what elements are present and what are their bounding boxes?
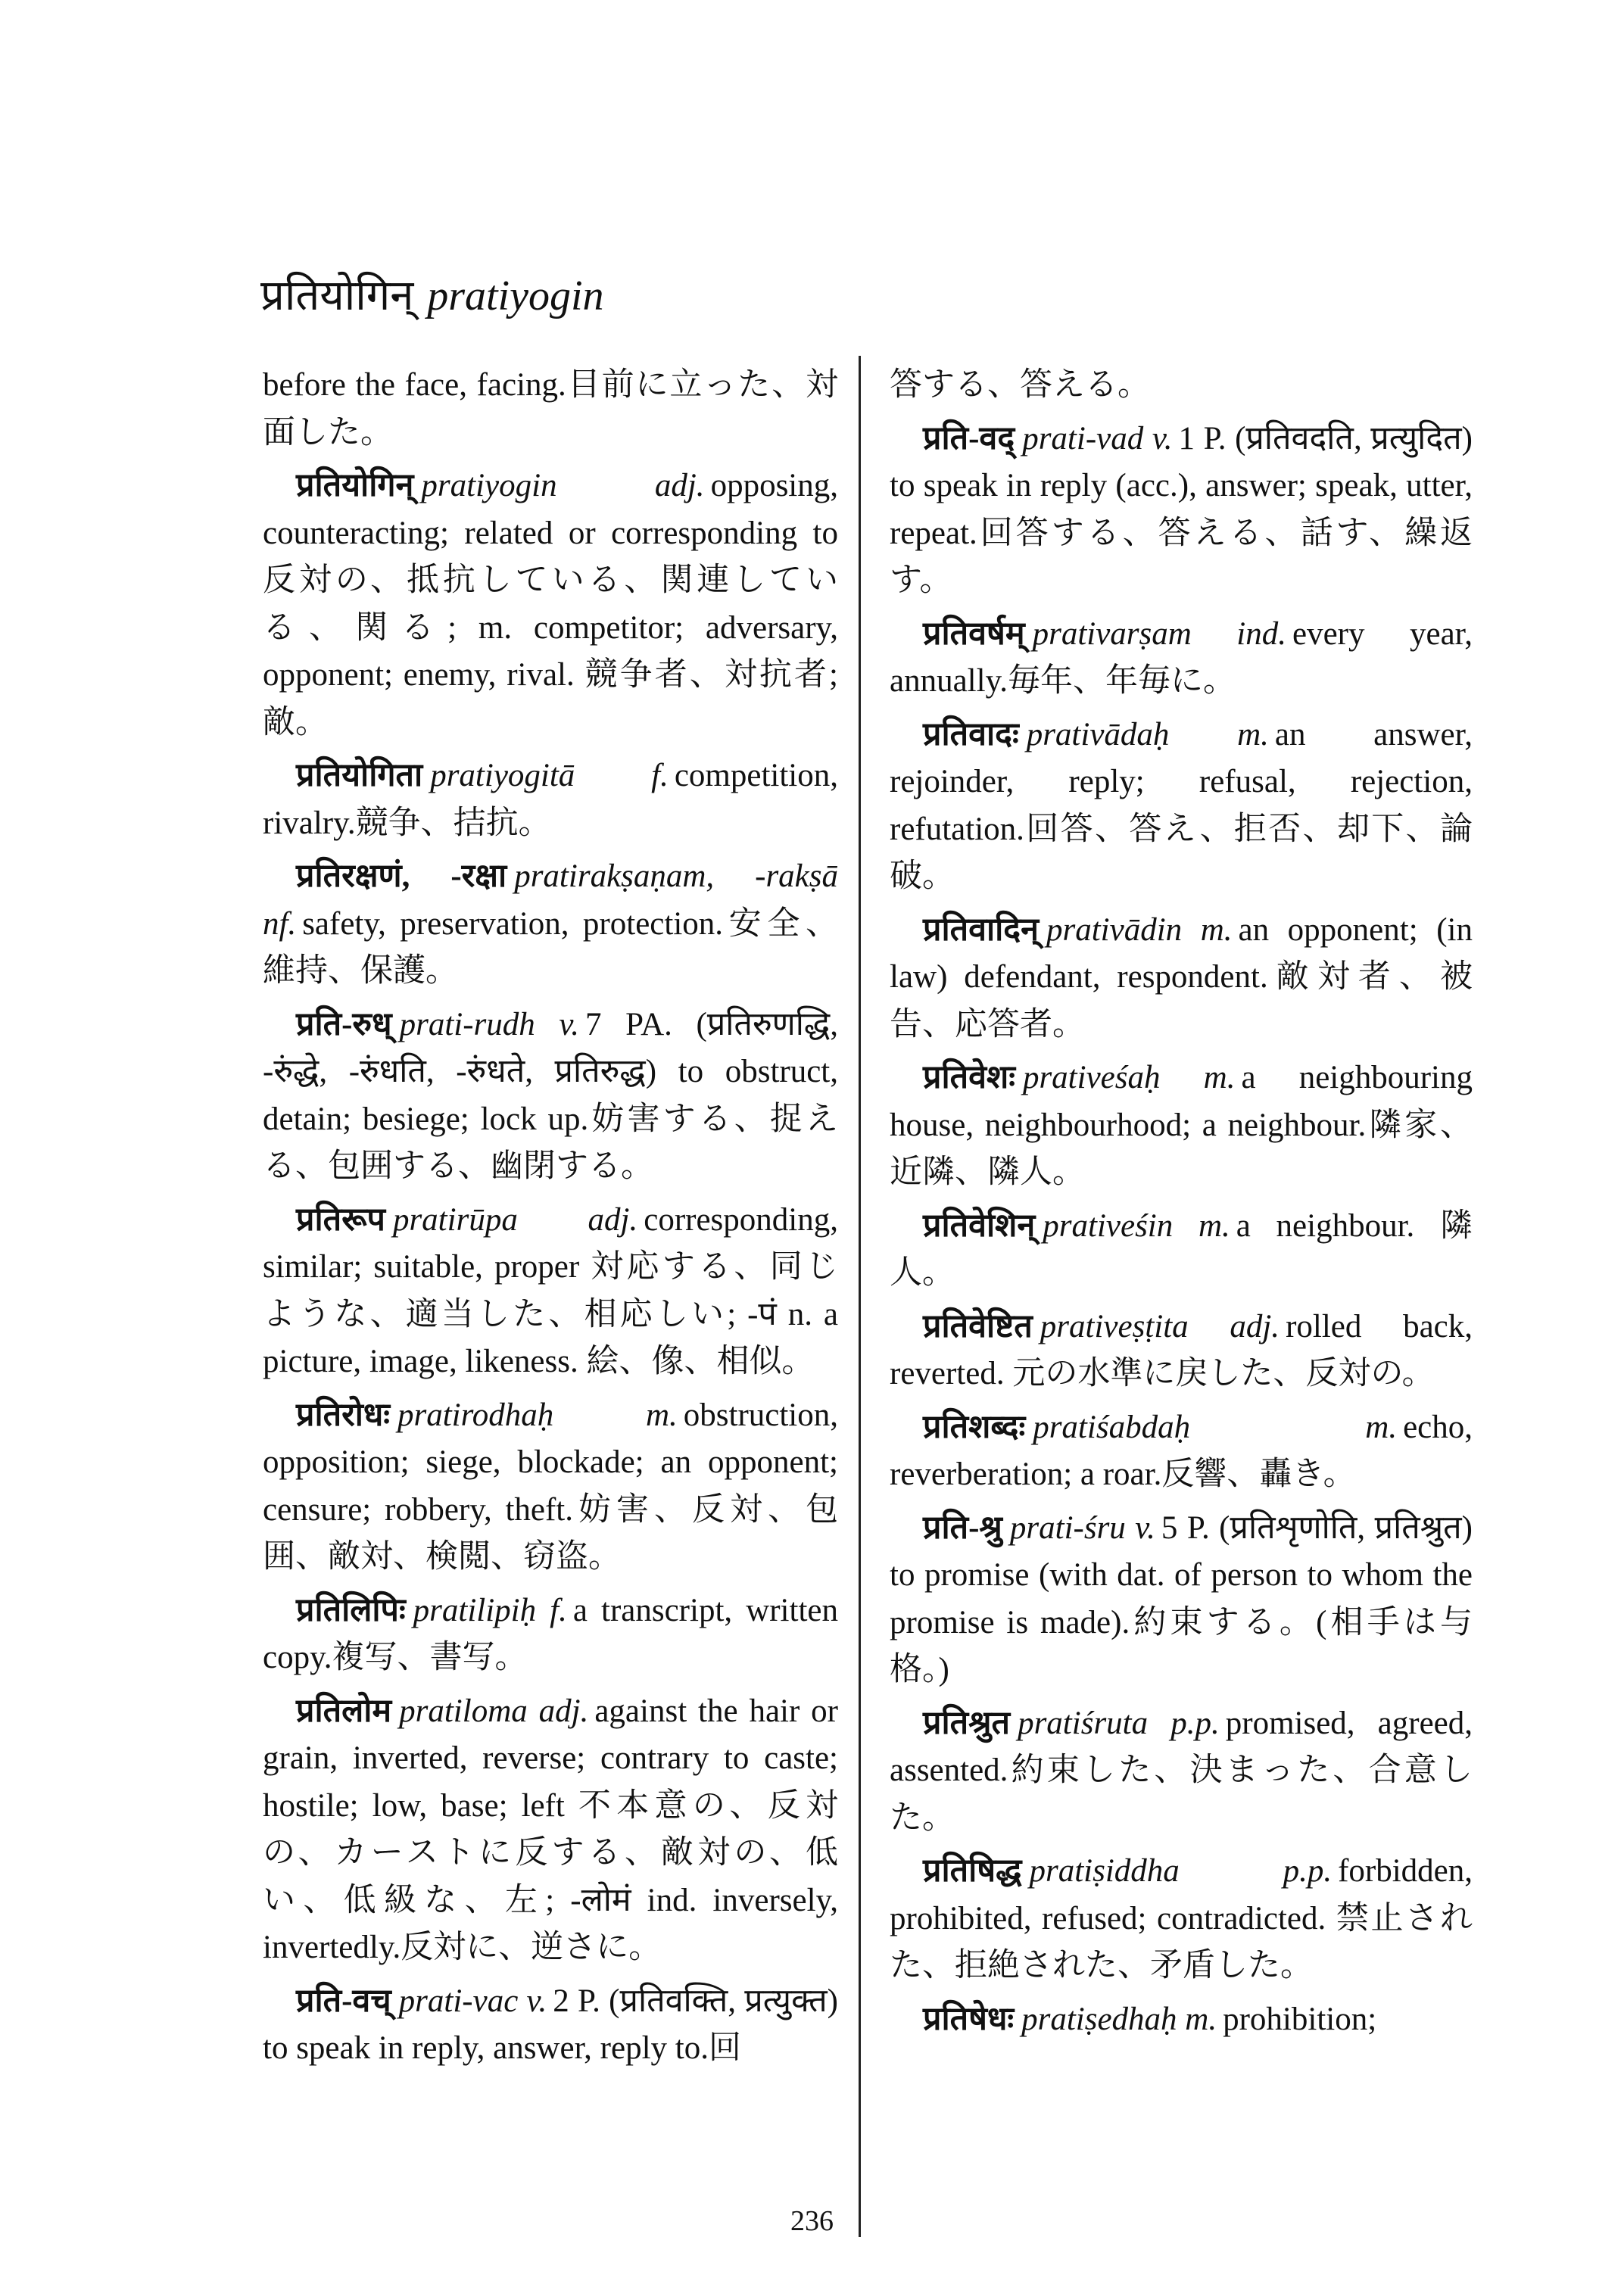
dictionary-entry: [263, 1197, 838, 1386]
entry-transliteration: prativādaḥ m.: [1026, 716, 1269, 752]
entry-transliteration: pratiṣiddha p.p.: [1029, 1853, 1333, 1889]
entry-transliteration: pratiloma adj.: [399, 1693, 589, 1729]
entry-definition: prohibition;: [1223, 2001, 1377, 2037]
dictionary-entry: [890, 1304, 1473, 1398]
entry-headword: प्रतिवादः: [923, 716, 1019, 752]
left-column: [263, 362, 838, 2079]
dictionary-entry: [890, 907, 1473, 1049]
entry-transliteration: pratirakṣaṇam, -rakṣā nf.: [263, 858, 839, 942]
entry-headword: प्रतिषेधः: [923, 2001, 1015, 2037]
dictionary-entry: [263, 1002, 838, 1191]
entry-definition: forbidden, prohibited, refused; contradicted. 禁止された、拒絶された、矛盾した。: [890, 1853, 1473, 1983]
dictionary-entry: [263, 1978, 838, 2073]
entry-definition: against the hair or grain, inverted, reverse; contrary to caste; hostile; low, base; left 不本意の、反対の、カーストに反する、敵対の、低い、低級な、左; -लोमं ind. inversely, invertedly.反対に、逆さに。: [263, 1693, 838, 1965]
entry-transliteration: pratiśabdaḥ m.: [1033, 1409, 1398, 1445]
entry-definition: 答する、答える。: [890, 367, 1150, 403]
entry-transliteration: pratiśruta p.p.: [1018, 1705, 1220, 1741]
entry-transliteration: pratiṣedhaḥ m.: [1021, 2001, 1217, 2037]
entry-transliteration: prati-rudh v.: [399, 1006, 580, 1042]
dictionary-entry: [890, 416, 1473, 605]
dictionary-entry: [890, 712, 1473, 901]
entry-definition: competition, rivalry.競争、拮抗。: [263, 758, 838, 841]
right-column: [890, 362, 1473, 2049]
entry-headword: प्रतिलोम: [296, 1693, 392, 1729]
running-head-roman: pratiyogin: [427, 273, 604, 319]
dictionary-entry: [263, 752, 838, 847]
running-head: [260, 269, 604, 322]
dictionary-entry: [263, 362, 838, 456]
entry-definition: every year, annually.毎年、年毎に。: [890, 615, 1473, 699]
page-number: 236: [790, 2205, 834, 2237]
entry-definition: before the face, facing.目前に立った、対面した。: [263, 367, 838, 450]
entry-definition: a neighbouring house, neighbourhood; a neighbour.隣家、近隣、隣人。: [890, 1060, 1473, 1190]
entry-transliteration: pratirūpa adj.: [392, 1201, 638, 1238]
entry-transliteration: pratirodhaḥ m.: [397, 1397, 678, 1433]
entry-headword: प्रति-श्रु: [923, 1509, 1002, 1546]
entry-headword: प्रतिश्रुत: [923, 1705, 1011, 1741]
entry-definition: promised, agreed, assented.約束した、決まった、合意した。: [890, 1705, 1473, 1836]
entry-transliteration: prativeśaḥ m.: [1022, 1060, 1236, 1095]
entry-definition: echo, reverberation; a roar.反響、轟き。: [890, 1409, 1473, 1492]
entry-headword: प्रतिशब्दः: [923, 1409, 1026, 1445]
entry-transliteration: pratiyogin adj.: [421, 468, 705, 503]
entry-transliteration: prativeśin m.: [1043, 1207, 1230, 1244]
entry-headword: प्रतिरूप: [296, 1201, 385, 1238]
dictionary-entry: [890, 1848, 1473, 1990]
dictionary-entry: [890, 1404, 1473, 1499]
entry-definition: a neighbour. 隣人。: [890, 1207, 1473, 1291]
entry-definition: corresponding, similar; suitable, proper 対応する、同じような、適当した、相応しい; -पं n. a picture, image, likeness. 絵、像、相似。: [263, 1201, 838, 1379]
entry-definition: obstruction, opposition; siege, blockade; an opponent; censure; robbery, theft.妨害、反対、包囲、敵対、検閲、窃盗。: [263, 1397, 838, 1575]
entry-definition: 1 P. (प्रतिवदति, प्रत्युदित) to speak in reply (acc.), answer; speak, utter, repeat.回答する、答える、話す、繰返す。: [890, 420, 1473, 598]
entry-headword: प्रतिरक्षणं, -रक्षा: [296, 858, 507, 894]
entry-headword: प्रतिलिपिः: [296, 1592, 406, 1628]
entry-headword: प्रतिवेशिन्: [923, 1207, 1036, 1244]
dictionary-entry: [263, 853, 838, 995]
dictionary-entry: [890, 1996, 1473, 2044]
entry-headword: प्रतिरोधः: [296, 1397, 390, 1433]
entry-definition: safety, preservation, protection.安全、維持、保護。: [263, 905, 838, 989]
entry-definition: an opponent; (in law) defendant, respondent.敵対者、被告、応答者。: [890, 911, 1473, 1042]
entry-headword: प्रतिवेष्टित: [923, 1308, 1033, 1344]
dictionary-entry: [263, 1688, 838, 1972]
dictionary-entry: [890, 1203, 1473, 1298]
dictionary-entry: [890, 611, 1473, 706]
entry-definition: opposing, counteracting; related or corresponding to反対の、抵抗している、関連している、関る; m. competitor; adversary, opponent; enemy, rival. 競争者、対抗者; 敵。: [263, 468, 838, 740]
entry-headword: प्रतिषिद्ध: [923, 1853, 1022, 1889]
entry-definition: 2 P. (प्रतिवक्ति, प्रत्युक्त) to speak in reply, answer, reply to.回: [263, 1983, 838, 2066]
entry-definition: rolled back, reverted. 元の水準に戻した、反対の。: [890, 1308, 1473, 1391]
column-divider: [859, 356, 861, 2237]
dictionary-entry: [263, 1392, 838, 1581]
entry-transliteration: prati-vad v.: [1022, 420, 1173, 456]
dictionary-entry: [890, 362, 1473, 410]
dictionary-entry: [890, 1055, 1473, 1197]
running-head-devanagari: प्रतियोगिन्: [260, 271, 414, 320]
entry-transliteration: prativādin m.: [1046, 911, 1233, 948]
entry-headword: प्रति-वच्: [296, 1983, 391, 2019]
entry-headword: प्रतिवेशः: [923, 1060, 1015, 1095]
entry-transliteration: prati-vac v.: [398, 1983, 547, 2019]
entry-definition: 5 P. (प्रतिशृणोति, प्रतिश्रुत) to promise (with dat. of person to whom the promise is made).約束する。(相手は与格。): [890, 1509, 1473, 1687]
entry-definition: an answer, rejoinder, reply; refusal, rejection, refutation.回答、答え、拒否、却下、論破。: [890, 716, 1473, 894]
entry-headword: प्रतिवादिन्: [923, 911, 1039, 948]
dictionary-entry: [890, 1505, 1473, 1694]
entry-headword: प्रतियोगिता: [296, 758, 423, 793]
dictionary-entry: [890, 1700, 1473, 1843]
entry-transliteration: prativeṣṭita adj.: [1040, 1308, 1280, 1344]
entry-transliteration: prativarṣam ind.: [1032, 615, 1287, 652]
entry-headword: प्रति-रुध्: [296, 1006, 392, 1042]
entry-headword: प्रतियोगिन्: [296, 468, 414, 503]
entry-headword: प्रति-वद्: [923, 420, 1015, 456]
entry-definition: 7 PA. (प्रतिरुणद्धि, -रुंद्धे, -रुंधति, -रुंधते, प्रतिरुद्ध) to obstruct, detain; besiege; lock up.妨害する、捉える、包囲する、幽閉する。: [263, 1006, 838, 1184]
entry-definition: a transcript, written copy.複写、書写。: [263, 1592, 838, 1675]
entry-transliteration: pratiyogitā f.: [430, 758, 669, 793]
dictionary-entry: [263, 1587, 838, 1682]
entry-transliteration: pratilipiḥ f.: [413, 1592, 567, 1628]
entry-transliteration: prati-śru v.: [1009, 1509, 1155, 1546]
dictionary-entry: [263, 463, 838, 746]
entry-headword: प्रतिवर्षम्: [923, 615, 1025, 652]
